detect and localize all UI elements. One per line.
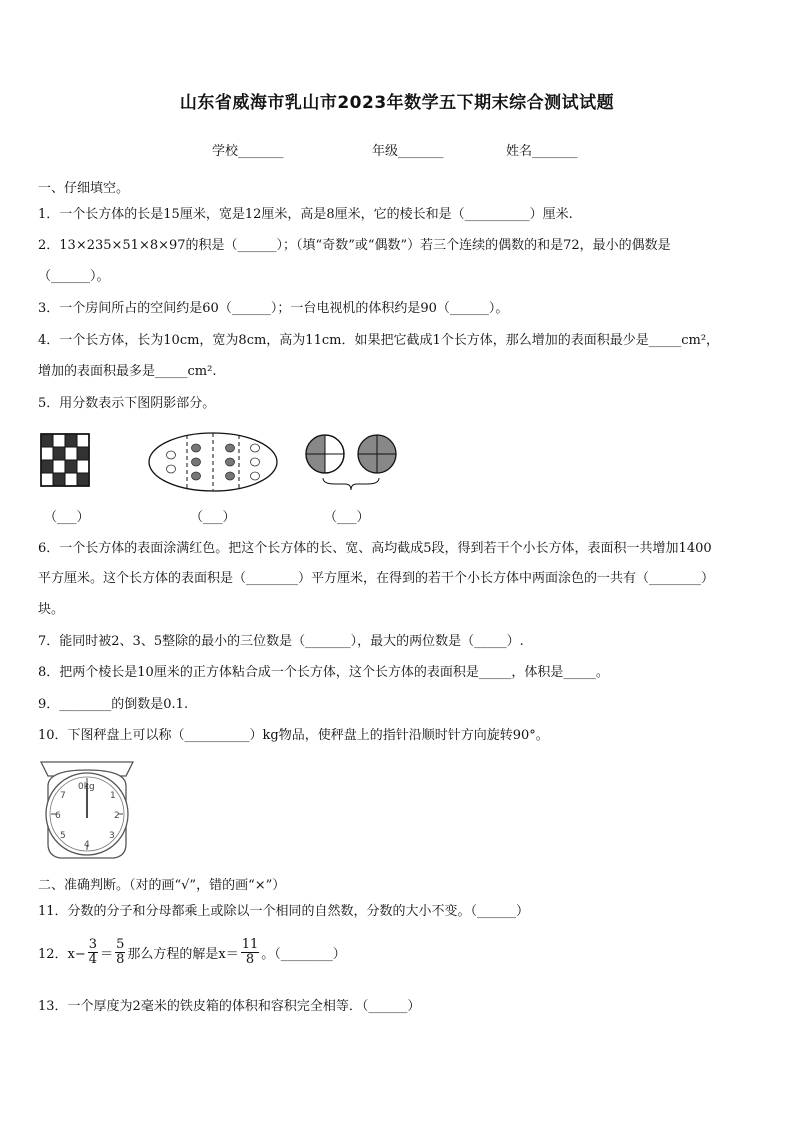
scale-number-1: 1: [110, 791, 116, 801]
fraction-3-denominator: 8: [245, 952, 255, 967]
page-title: 山东省威海市乳山市2023年数学五下期末综合测试试题: [179, 93, 615, 113]
question-12: [38, 938, 346, 967]
question-11: 11．分数的分子和分母都乘上或除以一个相同的自然数，分数的大小不变。（______）: [38, 904, 530, 919]
question-5: 5．用分数表示下图阴影部分。: [38, 396, 216, 411]
scale-zero-label: 0kg: [78, 782, 95, 792]
fraction-3: [241, 938, 260, 967]
scale-number-7: 7: [60, 791, 66, 801]
question-12-suffix: 。（________）: [261, 947, 346, 962]
circles-figure: [306, 435, 396, 490]
fraction-2: [115, 938, 125, 967]
fraction-1-numerator: 3: [88, 937, 98, 952]
question-2-line2: （______）。: [38, 269, 110, 284]
question-5-blank-3[interactable]: （___）: [324, 510, 370, 525]
fraction-2-denominator: 8: [116, 952, 125, 967]
scale-number-4: 4: [84, 840, 90, 850]
section-heading-judge: 二、准确判断。（对的画“√”，错的画“×”）: [38, 878, 286, 893]
school-field[interactable]: 学校_______: [212, 144, 284, 159]
question-6-line3: 块。: [38, 602, 65, 617]
ellipse-dots-figure: [149, 433, 277, 491]
fraction-1-denominator: 4: [88, 952, 98, 967]
question-6-line1: 6．一个长方体的表面涂满红色。把这个长方体的长、宽、高均截成5段，得到若干个小长方体，表面积一共增加1400: [38, 541, 712, 556]
question-2-line1: 2．13×235×51×8×97的积是（______）；（填“奇数”或“偶数”）若三个连续的偶数的和是72，最小的偶数是: [38, 238, 671, 253]
question-4-line2: 增加的表面积最多是_____cm².: [38, 364, 217, 379]
question-12-prefix: 12．x−: [38, 947, 86, 962]
fraction-1: [88, 938, 98, 967]
question-7: 7．能同时被2、3、5整除的最小的三位数是（_______），最大的两位数是（_____）.: [38, 634, 524, 649]
equals-sign: ＝: [100, 947, 114, 962]
question-5-blank-2[interactable]: （___）: [190, 510, 236, 525]
scale-number-6: 6: [55, 811, 61, 821]
grid-figure: [41, 434, 89, 486]
question-8: 8．把两个棱长是10厘米的正方体粘合成一个长方体，这个长方体的表面积是_____，体积是_____。: [38, 665, 609, 680]
scale-number-2: 2: [114, 811, 120, 821]
question-10: 10．下图秤盘上可以称（__________）kg物品，使秤盘上的指针沿顺时针方向旋转90°。: [38, 728, 549, 743]
scale-figure: [38, 756, 138, 868]
fraction-3-numerator: 11: [241, 937, 259, 952]
fraction-2-numerator: 5: [116, 937, 125, 952]
question-13: 13．一个厚度为2毫米的铁皮箱的体积和容积完全相等．（______）: [38, 999, 421, 1014]
grade-field[interactable]: 年级_______: [372, 144, 444, 159]
question-3: 3．一个房间所占的空间约是60（______）；一台电视机的体积约是90（______）。: [38, 301, 509, 316]
question-4-line1: 4．一个长方体，长为10cm，宽为8cm，高为11cm．如果把它截成1个长方体，那么增加的表面积最少是_____cm²，: [38, 333, 720, 348]
question-9: 9．________的倒数是0.1.: [38, 697, 189, 712]
section-heading-fill: 一、仔细填空。: [38, 181, 130, 196]
scale-number-5: 5: [60, 831, 66, 841]
question-6-line2: 平方厘米。这个长方体的表面积是（________）平方厘米，在得到的若干个小长方体中两面涂色的一共有（________）: [38, 571, 715, 586]
question-12-middle: 那么方程的解是x＝: [127, 947, 239, 962]
name-field[interactable]: 姓名_______: [506, 144, 578, 159]
question-5-blank-1[interactable]: （___）: [44, 510, 90, 525]
question-1: 1．一个长方体的长是15厘米，宽是12厘米，高是8厘米，它的棱长和是（__________）厘米.: [38, 207, 573, 222]
scale-number-3: 3: [109, 831, 115, 841]
